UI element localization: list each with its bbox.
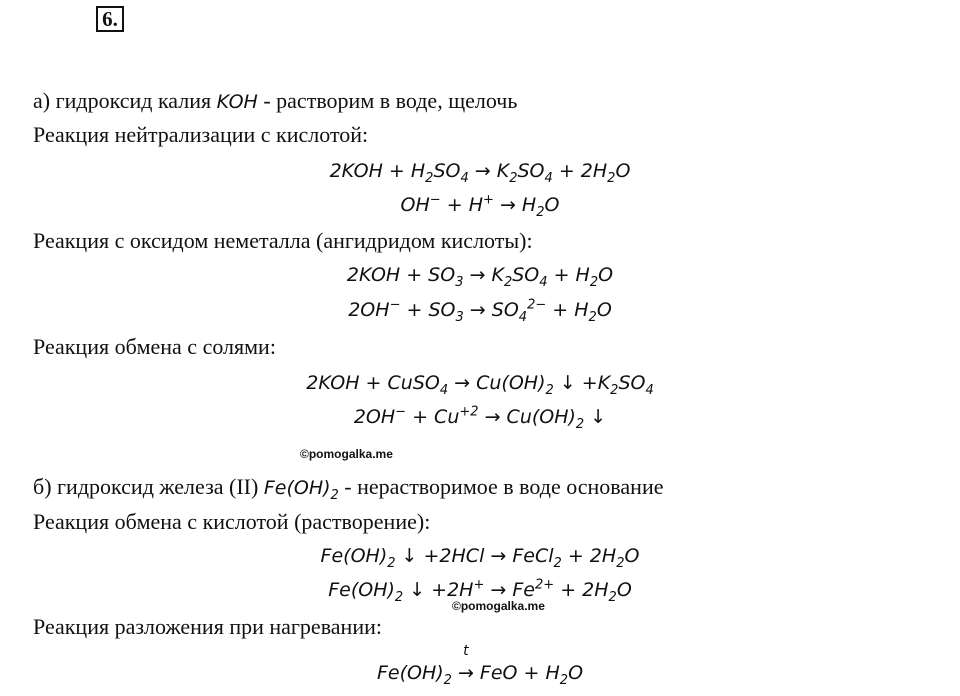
exchange-salt-heading: Реакция обмена с солями: — [33, 334, 276, 359]
part-a-intro-suffix: - растворим в воде, щелочь — [257, 88, 518, 113]
equation-decomposition: $Fe(OH)_2$ t → FeO + $H_2O$ — [376, 643, 584, 688]
equation-oxide-ionic: $2OH^- + SO_3 \to SO_4^{2-} + H_2O$ — [348, 297, 612, 325]
equation-neutralization-molecular: $2KOH + H_2SO_4 \to K_2SO_4 + 2H_2O$ — [329, 160, 631, 186]
watermark-2: ©pomogalka.me — [452, 599, 545, 613]
part-a-intro-prefix: а) гидроксид калия — [33, 88, 217, 113]
heat-symbol: t — [463, 643, 469, 659]
part-b-intro-prefix: б) гидроксид железа (II) — [33, 474, 264, 499]
equation-neutralization-ionic: $OH^- + H^+ \to H_2O$ — [400, 192, 560, 220]
oxide-heading: Реакция с оксидом неметалла (ангидридом кислоты): — [33, 228, 533, 253]
koh-formula: KOH — [216, 91, 258, 113]
decomposition-heading: Реакция разложения при нагревании: — [33, 614, 382, 639]
heat-arrow: t → — [457, 643, 474, 684]
equation-oxide-molecular: $2KOH + SO_3 \to K_2SO_4 + H_2O$ — [346, 264, 614, 290]
equation-acid-ionic: $Fe(OH)_2$ ↓ $+2H^+ \to Fe^{2+} + 2H_2O$ — [328, 577, 632, 605]
neutralization-heading: Реакция нейтрализации с кислотой: — [33, 122, 369, 147]
acid-exchange-heading: Реакция обмена с кислотой (растворение): — [33, 509, 431, 534]
problem-number: 6. — [96, 6, 124, 32]
part-b-intro — [33, 474, 663, 501]
equation-exchange-ionic: $2OH^- + Cu^{+2} \to Cu(OH)_2$ ↓ — [353, 404, 607, 432]
feoh2-formula: $Fe(OH)_2$ — [263, 477, 339, 503]
part-a-intro — [33, 88, 517, 115]
part-b-intro-suffix: - нерастворимое в воде основание — [338, 474, 664, 499]
equation-acid-molecular: $Fe(OH)_2$ ↓ +2HCl → FeCl$_2$ + $2H_2O$ — [320, 545, 640, 571]
equation-exchange-molecular: 2KOH + CuSO$_4$ → $Cu(OH)_2$ ↓ $+K_2SO_4$ — [306, 372, 654, 398]
watermark: ©pomogalka.me — [300, 447, 393, 461]
